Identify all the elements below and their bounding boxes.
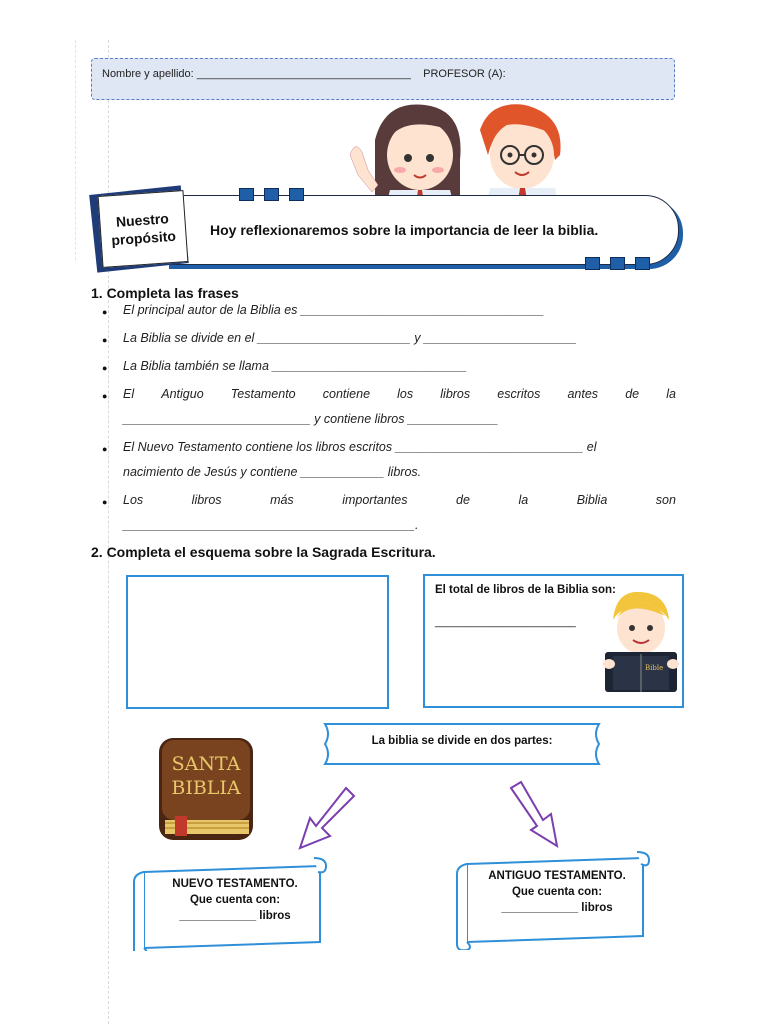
divide-label: La biblia se divide en dos partes: [371, 735, 553, 747]
empty-answer-box[interactable] [126, 575, 389, 709]
bible-cover-line2: BIBLIA [171, 777, 241, 799]
margin-guide [108, 40, 109, 1024]
word: de [625, 387, 640, 401]
total-books-label: El total de libros de la Biblia son: [435, 584, 616, 596]
word: El [123, 387, 135, 401]
name-line [102, 68, 506, 80]
teacher-label: PROFESOR (A): [423, 68, 506, 80]
antiguo-line1: ANTIGUO TESTAMENTO. [488, 870, 626, 882]
word: la [666, 387, 676, 401]
sentence-1[interactable]: El principal autor de la Biblia es ___________________________________ [123, 303, 545, 317]
purpose-banner [165, 195, 679, 265]
svg-text:Bible: Bible [645, 664, 664, 672]
antiguo-testamento-box [468, 868, 646, 916]
word: Biblia [576, 493, 608, 507]
banner-square [585, 257, 600, 270]
bullet-icon: ● [102, 497, 108, 507]
banner-square [239, 188, 254, 201]
bullet-icon: ● [102, 307, 108, 317]
bullet-icon: ● [102, 444, 108, 454]
nuevo-line3[interactable]: ____________ libros [179, 910, 291, 922]
total-books-blank[interactable]: _______________________ [435, 616, 576, 628]
bullet-icon: ● [102, 335, 108, 345]
arrow-left-down-icon [296, 784, 356, 854]
total-books-box [423, 574, 684, 708]
purpose-tag-line2: propósito [110, 227, 177, 249]
kids-illustration [330, 100, 580, 210]
word: son [655, 493, 676, 507]
sentence-4-line1 [123, 387, 676, 401]
sentence-4-line2[interactable]: ___________________________ y contiene libros _____________ [123, 412, 499, 426]
antiguo-line2: Que cuenta con: [511, 886, 603, 898]
word: la [518, 493, 529, 507]
word: libros [440, 387, 471, 401]
sentence-6-line1 [123, 493, 676, 507]
nuevo-testamento-box [145, 876, 325, 924]
word: Los [123, 493, 144, 507]
margin-guide-left [75, 40, 76, 260]
purpose-tag-line1: Nuestro [115, 210, 170, 230]
nuevo-line1: NUEVO TESTAMENTO. [172, 878, 298, 890]
section1-title: 1. Completa las frases [91, 285, 239, 301]
banner-square [289, 188, 304, 201]
boy-reading-bible-icon [601, 590, 681, 700]
antiguo-line3[interactable]: ____________ libros [501, 902, 613, 914]
word: Testamento [230, 387, 296, 401]
word: contiene [322, 387, 371, 401]
word: escritos [497, 387, 541, 401]
word: de [456, 493, 470, 507]
sentence-6-line2[interactable]: __________________________________________. [123, 518, 419, 532]
word: Antiguo [161, 387, 204, 401]
bullet-icon: ● [102, 391, 108, 401]
banner-square [635, 257, 650, 270]
word: los [397, 387, 414, 401]
name-field-box[interactable] [91, 58, 675, 100]
sentence-3[interactable]: La Biblia también se llama ____________________________ [123, 359, 468, 373]
bible-cover-line1: SANTA [171, 753, 241, 775]
banner-square [264, 188, 279, 201]
name-blank[interactable]: ___________________________________ [196, 68, 411, 80]
section2-title: 2. Completa el esquema sobre la Sagrada Escritura. [91, 544, 436, 560]
banner-square [610, 257, 625, 270]
bullet-icon: ● [102, 363, 108, 373]
purpose-tag [98, 190, 189, 268]
word: importantes [342, 493, 408, 507]
santa-biblia-book-icon [157, 736, 255, 842]
sentence-5-line2[interactable]: nacimiento de Jesús y contiene ____________ libros. [123, 465, 422, 479]
word: más [270, 493, 294, 507]
word: libros [191, 493, 222, 507]
sentence-2[interactable]: La Biblia se divide en el ______________________ y ______________________ [123, 331, 577, 345]
sentence-5-line1[interactable]: El Nuevo Testamento contiene los libros escritos ___________________________ el [123, 440, 597, 454]
nuevo-line2: Que cuenta con: [189, 894, 281, 906]
word: antes [567, 387, 599, 401]
name-label: Nombre y apellido: [102, 68, 194, 80]
arrow-right-down-icon [505, 780, 565, 850]
purpose-text: Hoy reflexionaremos sobre la importancia de leer la biblia. [210, 222, 599, 238]
